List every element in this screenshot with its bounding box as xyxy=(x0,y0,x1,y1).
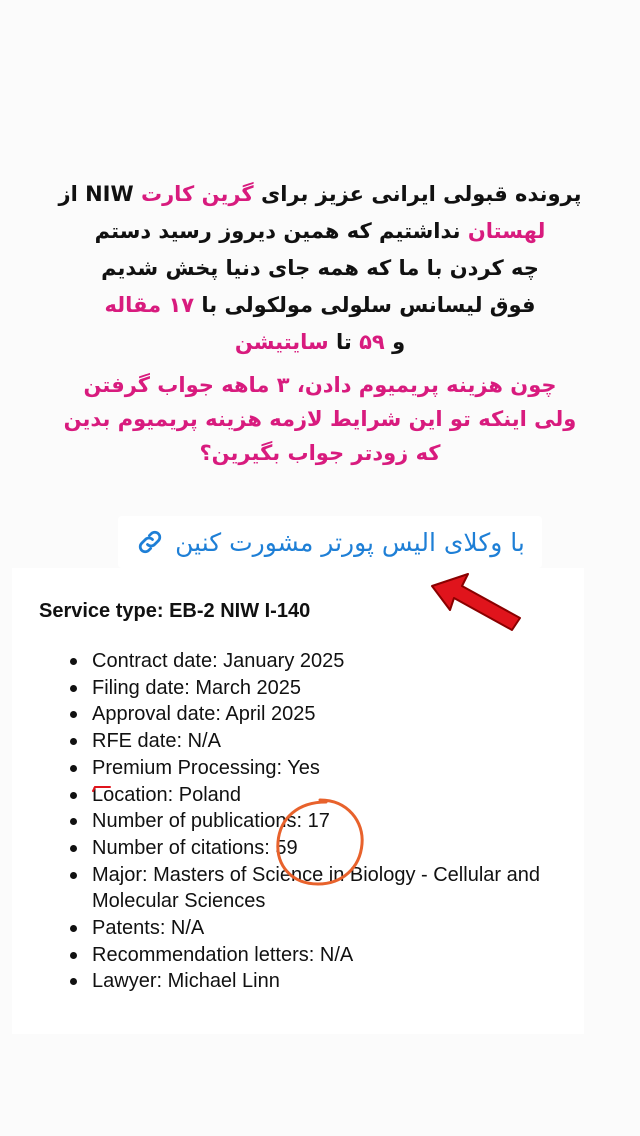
story-line-1 xyxy=(20,176,620,213)
story-line-1-text: پرونده قبولی ایرانی عزیز برای xyxy=(260,182,582,206)
citations-count-highlight: ۵۹ xyxy=(359,330,385,354)
service-type-title: Service type: EB-2 NIW I-140 xyxy=(39,600,311,622)
list-item-rfe-date: RFE date: N/A xyxy=(92,728,562,755)
list-item-major: Major: Masters of Science in Biology - Cellular and Molecular Sciences xyxy=(92,862,562,915)
citation-highlight: سایتیشن xyxy=(234,330,329,354)
list-item-premium-processing: Premium Processing: Yes xyxy=(92,755,562,782)
premium-line-3: که زودتر جواب بگیرین؟ xyxy=(199,441,441,465)
story-line-5-ta: تا xyxy=(336,330,352,354)
consult-link-sticker[interactable] xyxy=(118,516,542,568)
publications-highlight: ۱۷ مقاله xyxy=(104,293,195,317)
red-underline-mark xyxy=(92,786,112,792)
list-item-contract-date: Contract date: January 2025 xyxy=(92,648,562,675)
case-details-card xyxy=(12,568,584,1034)
story-line-3: چه کردن با ما که همه جای دنیا پخش شدیم xyxy=(101,256,539,280)
link-icon xyxy=(135,527,165,557)
list-item-approval-date: Approval date: April 2025 xyxy=(92,701,562,728)
niw-text: NIW از xyxy=(58,182,134,206)
list-item-lawyer: Lawyer: Michael Linn xyxy=(92,968,562,995)
premium-line-1: چون هزینه پریمیوم دادن، ۳ ماهه جواب گرفتن xyxy=(83,373,557,397)
consult-link-label: با وکلای الیس پورتر مشورت کنین xyxy=(175,527,525,557)
list-item-patents: Patents: N/A xyxy=(92,915,562,942)
story-line-5 xyxy=(20,324,620,361)
premium-line-2: ولی اینکه تو این شرایط لازمه هزینه پریمیوم بدین xyxy=(63,407,577,431)
story-line-2 xyxy=(20,213,620,250)
premium-question-block xyxy=(20,368,620,470)
story-line-4-text: فوق لیسانس سلولی مولکولی با xyxy=(201,293,536,317)
story-line-5-and: و xyxy=(392,330,406,354)
story-line-4 xyxy=(20,287,620,324)
list-item-publications: Number of publications: 17 xyxy=(92,808,562,835)
story-line-2-text: نداشتیم که همین دیروز رسید دستم xyxy=(94,219,461,243)
story-text-block xyxy=(20,176,620,361)
case-details-list xyxy=(92,648,562,995)
poland-highlight: لهستان xyxy=(467,219,546,243)
list-item-recommendation-letters: Recommendation letters: N/A xyxy=(92,942,562,969)
red-arrow-icon xyxy=(428,572,524,634)
list-item-filing-date: Filing date: March 2025 xyxy=(92,675,562,702)
green-card-highlight: گرین کارت xyxy=(140,182,254,206)
list-item-citations: Number of citations: 59 xyxy=(92,835,562,862)
list-item-location: Location: Poland xyxy=(92,782,562,809)
